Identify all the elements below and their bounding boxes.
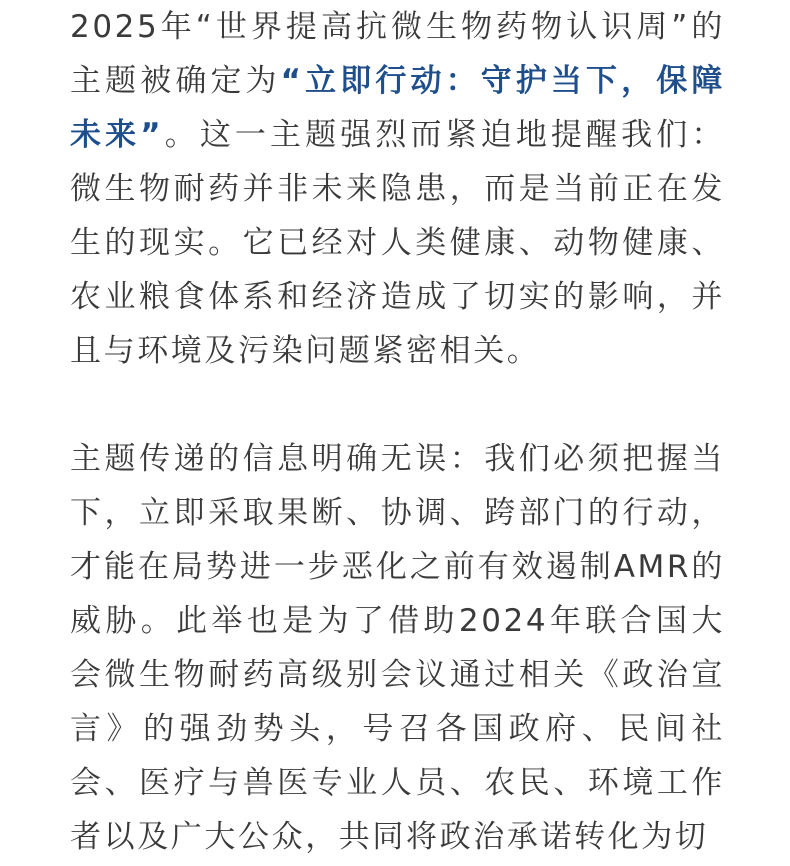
paragraph-theme-rest: 。这一主题强烈而紧迫地提醒我们：微生物耐药并非未来隐患，而是当前正在发生的现实。它已经对人类健康、动物健康、农业粮食体系和经济造成了切实的影响，并且与环境及污染问题紧密相关。 <box>70 117 725 369</box>
theme-slogan: “立即行动：守护当下，保障未来” <box>70 63 725 153</box>
paragraph-theme-intro: 2025年“世界提高抗微生物药物认识周”的主题被确定为 <box>70 9 725 99</box>
paragraph-message: 主题传递的信息明确无误：我们必须把握当下，立即采取果断、协调、跨部门的行动，才能在局势进一步恶化之前有效遏制AMR的威胁。此举也是为了借助2024年联合国大会微生物耐药高级别会议通过相关《政治宣言》的强劲势头，号召各国政府、民间社会、医疗与兽医专业人员、农民、环境工作者以及广大公众，共同将政治承诺转化为切 <box>70 441 725 855</box>
article-body <box>70 0 725 864</box>
paragraph-theme <box>70 0 725 378</box>
